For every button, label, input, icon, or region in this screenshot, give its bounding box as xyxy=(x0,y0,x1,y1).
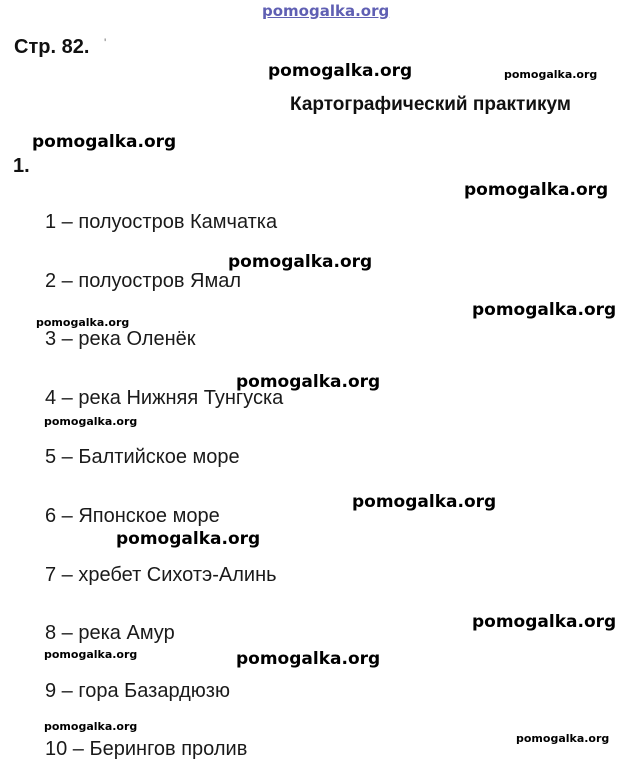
watermark: pomogalka.org xyxy=(236,372,381,392)
list-item: 6 – Японское море xyxy=(45,505,220,527)
watermark: pomogalka.org xyxy=(472,612,617,632)
list-item: 4 – река Нижняя Тунгуска xyxy=(45,387,284,409)
watermark: pomogalka.org xyxy=(352,492,497,512)
watermark: pomogalka.org xyxy=(504,68,598,81)
tick-mark: ' xyxy=(104,36,107,50)
watermark: pomogalka.org xyxy=(36,316,130,329)
watermark: pomogalka.org xyxy=(44,720,138,733)
watermark: pomogalka.org xyxy=(44,648,138,661)
list-item: 8 – река Амур xyxy=(45,622,175,644)
task-number: 1. xyxy=(13,155,30,177)
watermark: pomogalka.org xyxy=(228,252,373,272)
watermark-top: pomogalka.org xyxy=(262,2,390,20)
watermark: pomogalka.org xyxy=(464,180,609,200)
watermark: pomogalka.org xyxy=(32,132,177,152)
list-item: 10 – Берингов пролив xyxy=(45,738,248,760)
list-item: 1 – полуостров Камчатка xyxy=(45,211,278,233)
list-item: 9 – гора Базардюзю xyxy=(45,680,230,702)
list-item: 5 – Балтийское море xyxy=(45,446,240,468)
watermark: pomogalka.org xyxy=(236,649,381,669)
watermark: pomogalka.org xyxy=(44,415,138,428)
section-title: Картографический практикум xyxy=(290,94,571,115)
watermark: pomogalka.org xyxy=(516,732,610,745)
page-label: Стр. 82. xyxy=(14,36,90,58)
list-item: 3 – река Оленёк xyxy=(45,328,196,350)
watermark: pomogalka.org xyxy=(116,529,261,549)
list-item: 2 – полуостров Ямал xyxy=(45,270,241,292)
watermark: pomogalka.org xyxy=(472,300,617,320)
list-item: 7 – хребет Сихотэ-Алинь xyxy=(45,564,277,586)
watermark: pomogalka.org xyxy=(268,61,413,81)
